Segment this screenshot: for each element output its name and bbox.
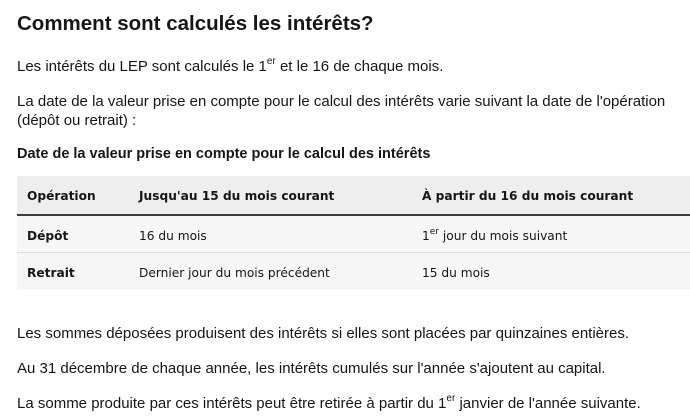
- superscript: er: [266, 56, 276, 67]
- fortnight-paragraph: Les sommes déposées produisent des intérêts si elles sont placées par quinzaines entières.: [17, 325, 630, 342]
- table-cell: [422, 228, 567, 244]
- table-row: [17, 216, 690, 253]
- value-date-paragraph-line2: (dépôt ou retrait) :: [17, 112, 137, 129]
- column-header-operation: Opération: [27, 189, 96, 203]
- text: 1: [422, 229, 430, 243]
- text: janvier de l'année suivante.: [455, 395, 641, 412]
- interest-dates-paragraph: [17, 57, 443, 77]
- capitalization-paragraph: Au 31 décembre de chaque année, les intérêts cumulés sur l'année s'ajoutent au capital.: [17, 360, 606, 377]
- row-header-withdrawal: Retrait: [27, 266, 75, 280]
- text: Les intérêts du LEP sont calculés le 1: [17, 58, 267, 75]
- section-heading: Comment sont calculés les intérêts?: [17, 12, 374, 35]
- text: et le 16 de chaque mois.: [275, 58, 444, 75]
- text: jour du mois suivant: [439, 229, 568, 243]
- column-header-from-16: À partir du 16 du mois courant: [422, 189, 634, 203]
- value-date-paragraph-line1: La date de la valeur prise en compte pour le calcul des intérêts varie suivant la date de l'opération: [17, 93, 666, 110]
- row-header-deposit: Dépôt: [27, 229, 69, 243]
- table-caption: Date de la valeur prise en compte pour le calcul des intérêts: [17, 146, 431, 162]
- table-cell: Dernier jour du mois précédent: [139, 266, 330, 280]
- table-row: [17, 253, 690, 289]
- table-header-row: [17, 176, 690, 216]
- text: La somme produite par ces intérêts peut être retirée à partir du 1: [17, 395, 447, 412]
- value-date-table: [17, 176, 690, 290]
- superscript: er: [429, 226, 440, 237]
- column-header-until-15: Jusqu'au 15 du mois courant: [139, 189, 335, 203]
- superscript: er: [446, 393, 456, 404]
- withdrawal-paragraph: [17, 394, 641, 414]
- table-cell: 16 du mois: [139, 229, 207, 243]
- text: 15 du mois: [422, 266, 490, 280]
- table-cell: [422, 265, 490, 281]
